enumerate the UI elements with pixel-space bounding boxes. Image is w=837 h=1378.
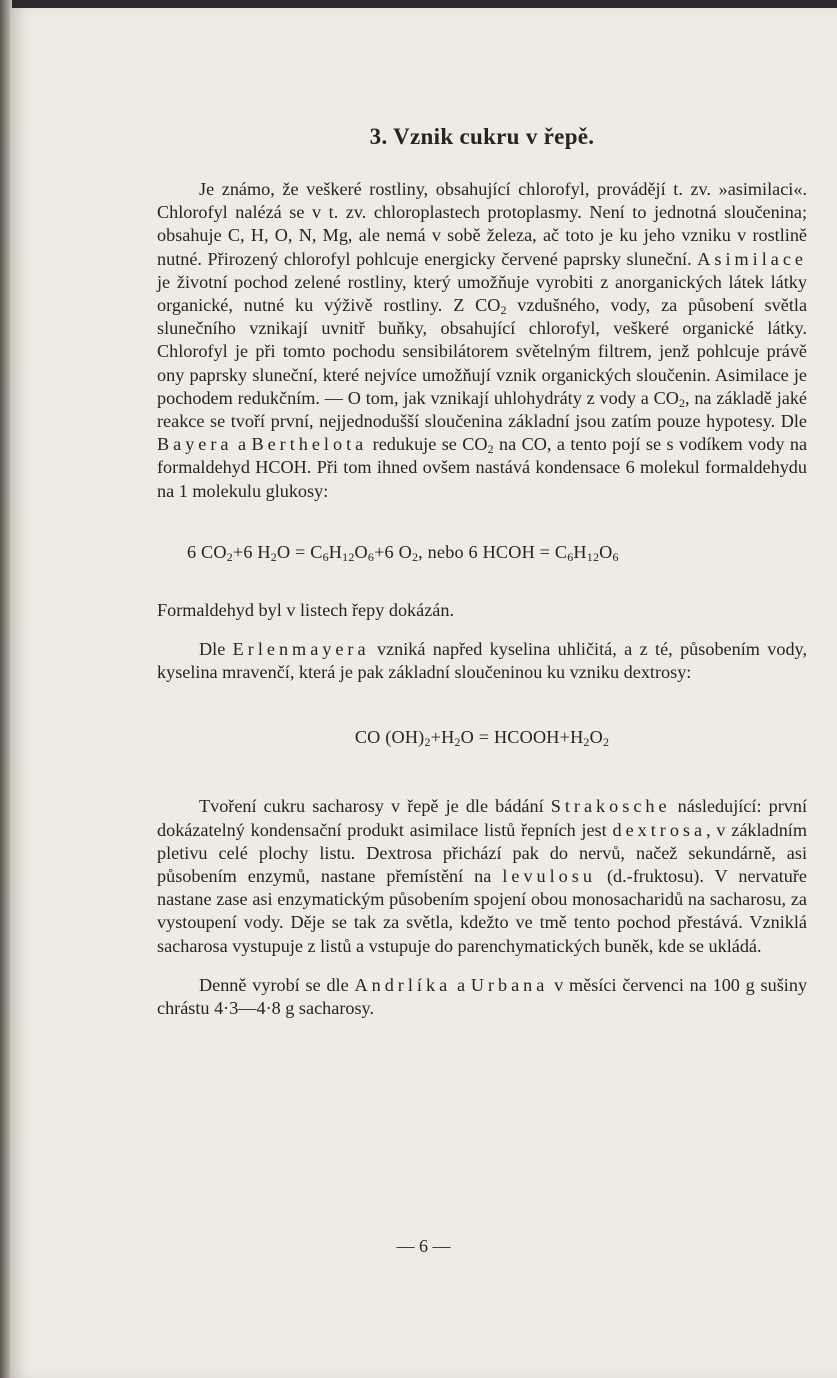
spaced-name-bayera: Bayera [157,434,233,455]
formula-part: +6 O [374,541,412,562]
subscript: 12 [586,549,600,564]
text-run: vzniká napřed kyselina uhličitá, a z té, působením vody, kyselina mravenčí, která je pak základní sloučeninou ku vzniku dextrosy: [157,639,808,683]
paragraph-formaldehyde: Formaldehyd byl v listech řepy dokázán. [157,599,454,620]
spaced-name-urbana: Urbana [470,974,549,995]
text-run: je životní pochod zelené rostliny, který umožňuje vyrobiti z anorganických látek látky organické, nutné ku výživě rostliny. Z CO [157,271,807,316]
subscript: 6 [567,549,574,564]
formula-part: O = HCOOH+H [460,727,584,748]
spaced-term-asimilace: Asimilace [697,248,808,269]
formula-part: O = C [276,541,323,562]
subscript: 2 [487,442,494,457]
formula-part: 6 CO [187,541,227,562]
text-run: v měsíci červenci na 100 g sušiny chrástu 4·3—4·8 g sacharosy. [157,974,808,1019]
text-run: a [237,434,247,455]
paragraph-chlorophyll [157,178,807,503]
section-heading: 3. Vznik cukru v řepě. [369,124,595,149]
formula-part: O [599,541,613,562]
text-run: Tvoření cukru sacharosy v řepě je dle bádání [199,796,544,817]
document-page [10,8,837,1378]
text-run: Dle [199,639,226,660]
formula-part: CO (OH) [354,727,425,748]
spaced-name-andrlika: Andrlíka [354,974,452,995]
subscript: 12 [342,549,355,564]
spaced-term-dextrosa: dextrosa [612,819,707,840]
text-run: následující: první dokázatelný kondensační produkt asimilace listů řepních jest [157,796,808,840]
formula-formic-acid [157,726,807,749]
formula-part: O [589,727,603,748]
subscript: 6 [367,549,375,564]
text-run: Je známo, že veškeré rostliny, obsahující chlorofyl, provádějí t. zv. »asimilaci«. Chlorofyl nalézá se v t. zv. chloroplastech protoplasmy. Není to jednotná sloučenina; obsahuje C, H, O, N, Mg, ale nemá v sobě železa, ač toto je ku jeho vzniku v rostlině nutné. Přirozený chlorofyl pohlcuje energicky červené paprsky sluneční. [157,179,807,269]
spaced-name-berthelota: Berthelota [251,434,368,455]
subscript: 6 [322,549,329,564]
paragraph-sucrose-formation [157,795,807,957]
spaced-name-erlenmayera: Erlenmayera [232,639,370,660]
text-run: , v základním pletivu celé plochy listu. Dextrosa přichází pak do nervů, načež sekundárně, asi působením enzymů, nastane přemístění na [157,819,807,887]
subscript: 2 [500,303,507,318]
subscript: 2 [424,735,431,750]
subscript: 2 [602,735,610,750]
paragraph-erlenmayer [157,638,807,684]
text-run: na CO, a tento pojí se s vodíkem vody na formaldehyd HCOH. Při tom ihned ovšem nastává kondensace 6 molekul formaldehydu na 1 molekulu glukosy: [157,434,808,501]
formula-photosynthesis [157,541,807,564]
subscript: 2 [270,549,277,564]
formula-part: H [328,541,343,562]
subscript: 6 [612,549,619,564]
paragraph-daily-yield [157,974,807,1020]
formula-part: O [354,541,368,562]
formula-part: +6 H [232,541,271,562]
text-run: redukuje se CO [372,434,488,455]
text-run: (d.-fruktosu). V nervatuře nastane zase asi enzymatickým působením spojení obou monosacharidů na sacharosu, za vystoupení vody. Děje se tak za světla, kdežto ve tmě tento pochod přestává. Vzniklá sacharosa vystupuje z listů a vstupuje do parenchymatických buněk, kde se ukládá. [157,866,808,956]
subscript: 2 [226,549,233,564]
subscript: 2 [583,735,590,750]
spaced-name-strakosche: Strakosche [550,796,671,817]
text-run: , na základě jaké reakce se tvoří první, nejjednodušší sloučenina základní jsou zatím pouze hypotesy. Dle [157,387,807,432]
formula-part: +H [430,727,455,748]
formula-part: , nebo 6 HCOH = C [418,541,568,562]
page-content [157,124,807,1020]
text-run: Denně vyrobí se dle [199,974,349,995]
paragraph-gap [157,958,807,974]
spaced-term-levulosu: levulosu [502,866,596,887]
formula-part: H [573,541,587,562]
subscript: 2 [678,395,685,410]
subscript: 2 [454,735,461,750]
text-run: a [456,974,466,995]
subscript: 2 [411,549,419,564]
text-run: vzdušného, vody, za působení světla slunečního vznikají uvnitř buňky, obsahující chlorofyl, veškeré organické látky. Chlorofyl je při tomto pochodu sensibilátorem světelným filtrem, jenž pohlcuje právě ony paprsky sluneční, které nejvíce umožňují vznik organických sloučenin. Asimilace je pochodem redukčním. — O tom, jak vznikají uhlohydráty z vody a CO [157,295,808,408]
page-number: — 6 — [396,1236,451,1256]
paragraph-gap [157,622,807,638]
